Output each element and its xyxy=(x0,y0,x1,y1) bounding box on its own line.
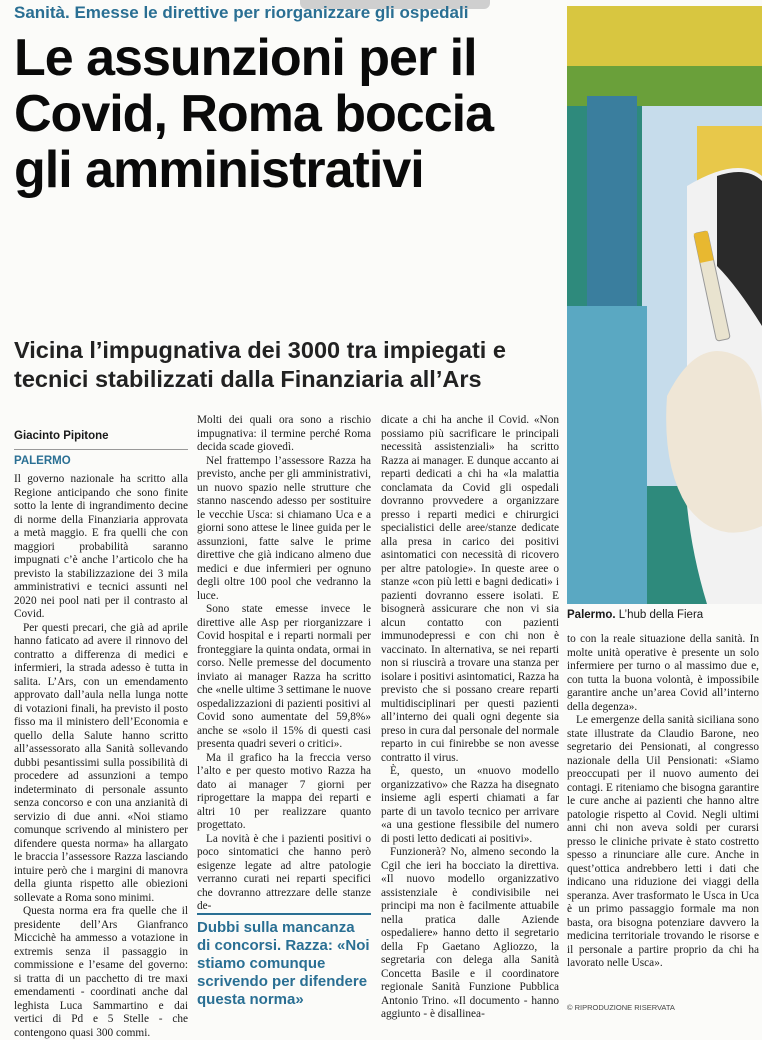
caption-place: Palermo. xyxy=(567,609,616,621)
vaccination-photo-illustration xyxy=(567,6,762,604)
paragraph: Ma il grafico ha la freccia verso l’alto e per questo motivo Razza ha dato ai manager 7 giorni per riprogettare la mappa dei reparti e altri 10 per realizzare quanto progettato. xyxy=(197,751,371,831)
paragraph: Questa norma era fra quelle che il presidente dell’Ars Gianfranco Miccichè ha ammesso a votazione in extremis senza il passaggio in commissione e l’esame del governo: si tratta di un pacchetto di tre maxi emendamenti - coordinati anche dal leghista Luca Sammartino e dai vertici di Pd e 5 Stelle - che contengono quasi 300 commi. xyxy=(14,905,188,1039)
caption-text: L’hub della Fiera xyxy=(615,609,704,621)
photo-caption xyxy=(567,609,762,621)
paragraph: È, questo, un «nuovo modello organizzativo» che Razza ha disegnato insieme agli esperti chiamati a far parte di un tavolo tecnico per arrivare «a una gestione flessibile del numero di posti letto dedicati ai positivi». xyxy=(381,765,559,845)
vaccination-photo xyxy=(567,6,762,604)
paragraph: to con la reale situazione della sanità. In molte unità operative è presente un solo infermiere per turno o al massimo due e, con tutta la buona volontà, è impossibile garantire anche un’area Covid all’interno della degenza». xyxy=(567,633,759,713)
subheadline: Vicina l’impugnativa dei 3000 tra impiegati e tecnici stabilizzati dalla Finanziaria all’Ars xyxy=(14,337,506,392)
paragraph: Molti dei quali ora sono a rischio impugnativa: il termine perché Roma decida scade giovedì. xyxy=(197,414,371,453)
dateline: PALERMO xyxy=(14,455,71,467)
headline: Le assunzioni per il Covid, Roma boccia gli amministrativi xyxy=(14,29,493,199)
paragraph: Nel frattempo l’assessore Razza ha previsto, anche per gli amministrativi, un nuovo spazio nelle strutture che stanno nascendo adesso per sostituire le vecchie Usca: si chiamano Uca e a giorni sono attese le linee guida per le assunzioni, fatte salve le prime direttive che già indicano almeno due medici e due infermieri per ognuno degli oltre 100 pool che vedranno la luce. xyxy=(197,454,371,602)
paragraph: dicate a chi ha anche il Covid. «Non possiamo più sacrificare le principali necessità assistenziali» ha scritto Razza ai manager. E dunque accanto ai reparti dedicati a chi ha «la malattia conclamata da Covid gli ospedali dovranno provvedere a organizzare presso i reparti medici e chirurgici specialistici delle aree/stanze dedicate alla presa in carico dei positivi asintomatici con necessità di ricovero per altre patologie». In queste aree o stanze «con più letti e bagni dedicati» i pazienti dovranno essere isolati. E bisognerà assicurare che non vi sia alcun contatto con pazienti immunodepressi e con chi non è vaccinato. In alternativa, se nei reparti non si riuscirà a trovare una stanza per isolare i positivi asintomatici, Razza ha previsto che si possano creare reparti multidisciplinari per questi pazienti all’interno dei quali ogni degente sia preso in cura dal personale del normale reparto in cui finirebbe se non avesse contratto il virus. xyxy=(381,414,559,764)
pull-quote: Dubbi sulla mancanza di concorsi. Razza: «Noi stiamo comunque scrivendo per difendere questa norma» xyxy=(197,913,371,1009)
kicker: Sanità. Emesse le direttive per riorganizzare gli ospedali xyxy=(14,3,469,22)
article-column-4 xyxy=(567,633,759,971)
paragraph: Per questi precari, che già ad aprile hanno faticato ad avere il rinnovo del contratto a differenza di medici e infermieri, la strada adesso è tutta in salita. L’Ars, con un emendamento approvato dall’aula nella lunga notte di votazioni finali, ha previsto il posto fisso ma il ministero dell’Economia e quello della Salute hanno scritto all’assessorato alla Sanità sollevando dubbi pesantissimi sulla possibilità di procedere ad assunzioni a tempo indeterminato di personale assunto senza concorso e con una anzianità di servizio di due anni. «Noi stiamo comunque scrivendo al ministero per difendere questa norma» ha allargato le braccia l’assessore Razza lasciando intuire però che i margini di manovra della giunta rispetto alle obiezioni sollevate a Roma sono minimi. xyxy=(14,621,188,904)
byline-divider xyxy=(14,449,188,450)
paragraph: Il governo nazionale ha scritto alla Regione anticipando che sono finite sotto la lente di ingrandimento decine di norme della Finanziaria approvata a metà maggio. E fra quelli che con maggiori probabilità saranno impugnati c’è anche l’articolo che ha previsto la stabilizzazione dei 3 mila amministrativi e tecnici assunti nel 2020 nei pool nati per il contrasto al Covid. xyxy=(14,473,188,620)
byline: Giacinto Pipitone xyxy=(14,430,109,442)
paragraph: Le emergenze della sanità siciliana sono state illustrate da Claudio Barone, neo segretario dei Pensionati, al congresso nazionale della Uil Pensionati: «Siamo preoccupati per il nuovo aumento dei contagi. E riteniamo che bisogna garantire le cure anche ai pazienti che hanno altre patologie rispetto al Covid. Negli ultimi anni chi non aveva soldi per curarsi presso le cliniche private è stato costretto spesso a rinunciare alle cure. Anche in quest’ottica andrebbero letti i dati che indicano una riduzione dei viaggi della speranza. Aver trasformato le Usca in Uca è un primo passaggio formale ma non basta, ora bisogna potenziare davvero la medicina territoriale trovando le risorse e il personale a partire proprio da chi ha lavorato nelle Usca». xyxy=(567,714,759,969)
paragraph: Funzionerà? No, almeno secondo la Cgil che ieri ha bocciato la direttiva. «Il nuovo modello organizzativo assistenziale è condivisibile nei principi ma non è facilmente attuabile nella pratica dalle Aziende ospedaliere» hanno detto il segretario della Fp Gaetano Agliozzo, la segretaria con delega alla Sanità Concetta Basile e il coordinatore regionale Sanità Funzione Pubblica Antonio Trino. «Il documento - hanno aggiunto - è disallinea- xyxy=(381,846,559,1020)
article-column-1 xyxy=(14,473,188,1040)
paragraph: Sono state emesse invece le direttive alle Asp per riorganizzare i Covid hospital e i reparti normali per fronteggiare la quinta ondata, ormai in corso. Nelle premesse del documento inviato ai manager Razza ha scritto che «nelle ultime 3 settimane le nuove ospedalizzazioni di pazienti positivi al Covid sono aumentate del 59,8%» anche se «solo il 15% di questi casi presenta quadri severi o critici». xyxy=(197,603,371,750)
article-column-2 xyxy=(197,414,371,914)
paragraph: La novità è che i pazienti positivi o poco sintomatici che hanno però esigenze legate ad altre patologie verranno curati nei reparti specifici che dovranno attrezzare delle stanze de- xyxy=(197,832,371,912)
article-column-3 xyxy=(381,414,559,1022)
copyright-notice: © RIPRODUZIONE RISERVATA xyxy=(567,1003,675,1012)
